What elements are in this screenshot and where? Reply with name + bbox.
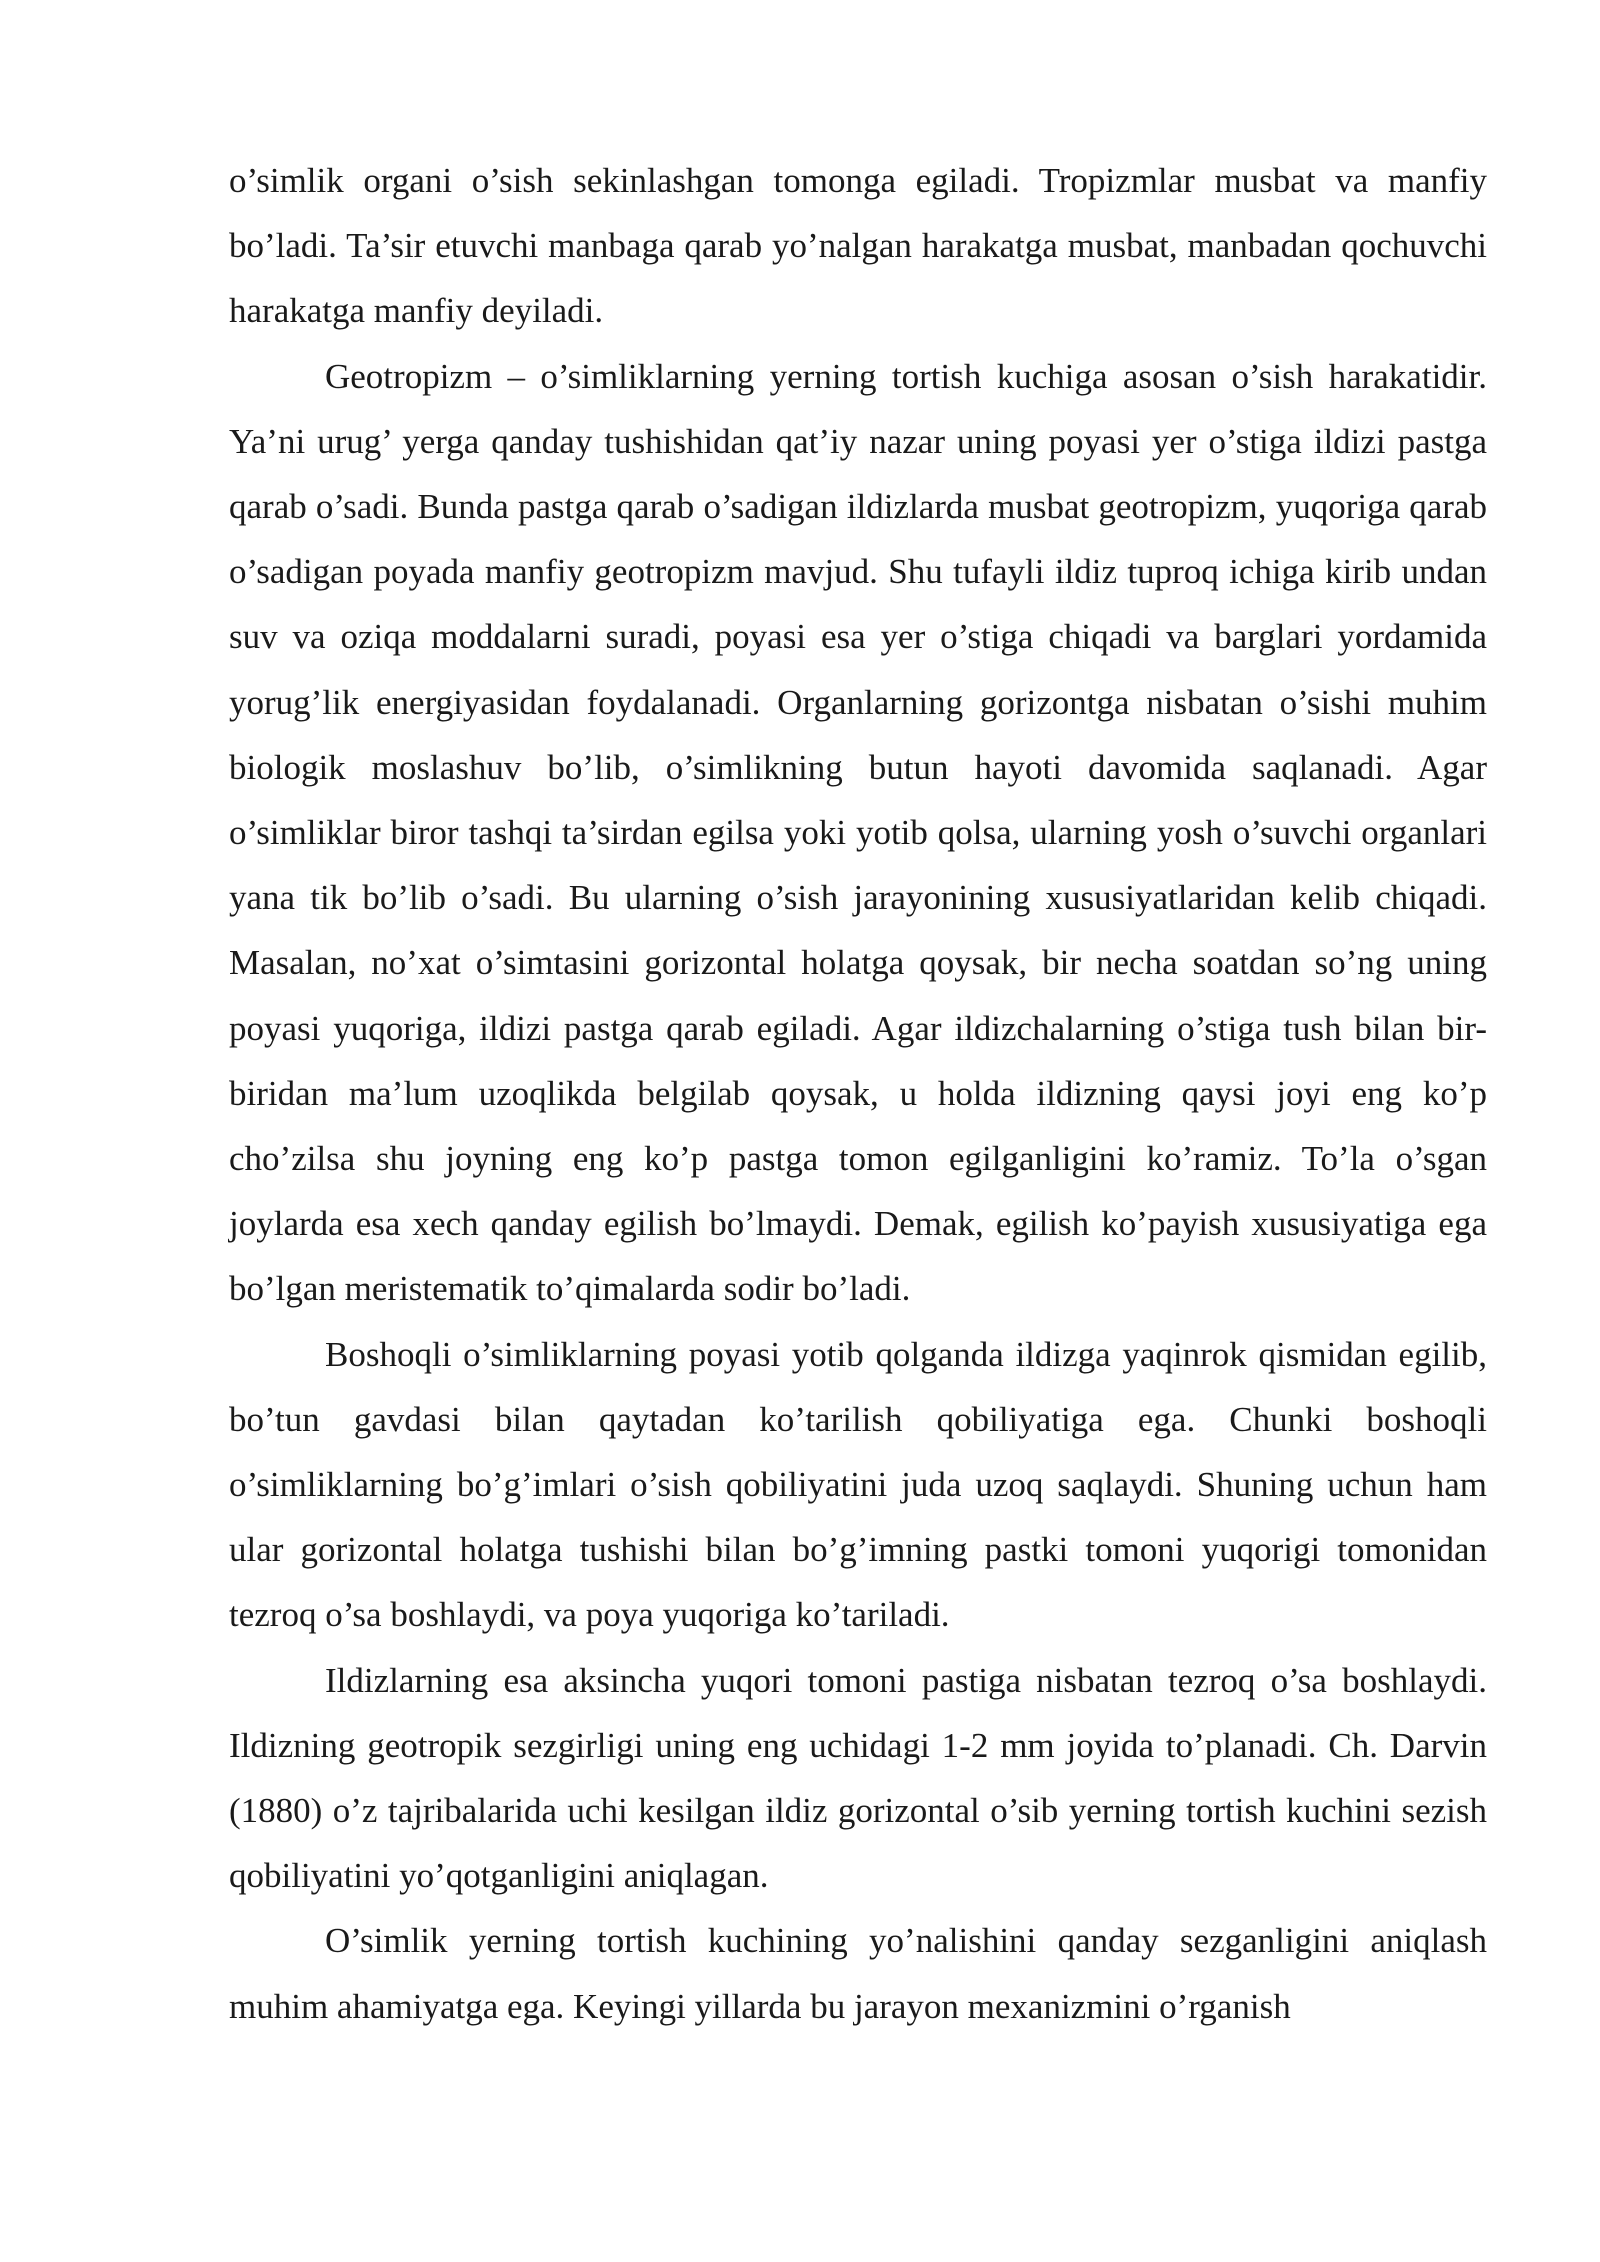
- paragraph-geotropism: Geotropizm – o’simliklarning yerning tortish kuchiga asosan o’sish harakatidir. Ya’ni urug’ yerga qanday tushishidan qat’iy nazar uning poyasi yer o’stiga ildizi pastga qarab o’sadi. Bunda pastga qarab o’sadigan ildizlarda musbat geotropizm, yuqoriga qarab o’sadigan poyada manfiy geotropizm mavjud. Shu tufayli ildiz tuproq ichiga kirib undan suv va oziqa moddalarni suradi, poyasi esa yer o’stiga chiqadi va barglari yordamida yorug’lik energiyasidan foydalanadi. Organlarning gorizontga nisbatan o’sishi muhim biologik moslashuv bo’lib, o’simlikning butun hayoti davomida saqlanadi. Agar o’simliklar biror tashqi ta’sirdan egilsa yoki yotib qolsa, ularning yosh o’suvchi organlari yana tik bo’lib o’sadi. Bu ularning o’sish jarayonining xususiyatlaridan kelib chiqadi. Masalan, no’xat o’simtasini gorizontal holatga qoysak, bir necha soatdan so’ng uning poyasi yuqoriga, ildizi pastga qarab egiladi. Agar ildizchalarning o’stiga tush bilan bir-biridan ma’lum uzoqlikda belgilab qoysak, u holda ildizning qaysi joyi eng ko’p cho’zilsa shu joyning eng ko’p pastga tomon egilganligini ko’ramiz. To’la o’sgan joylarda esa xech qanday egilish bo’lmaydi. Demak, egilish ko’payish xususiyatiga ega bo’lgan meristematik to’qimalarda sodir bo’ladi.: [229, 356, 1487, 1309]
- paragraph-cereal-stems: Boshoqli o’simliklarning poyasi yotib qolganda ildizga yaqinrok qismidan egilib, bo’tun gavdasi bilan qaytadan ko’tarilish qobiliyatiga ega. Chunki boshoqli o’simliklarning bo’g’imlari o’sish qobiliyatini juda uzoq saqlaydi. Shuning uchun ham ular gorizontal holatga tushishi bilan bo’g’imning pastki tomoni yuqorigi tomonidan tezroq o’sa boshlaydi, va poya yuqoriga ko’tariladi.: [229, 1334, 1487, 1635]
- body-text: [229, 148, 1487, 2039]
- paragraph-continued-tropism: o’simlik organi o’sish sekinlashgan tomonga egiladi. Tropizmlar musbat va manfiy bo’ladi. Ta’sir etuvchi manbaga qarab yo’nalgan harakatga musbat, manbadan qochuvchi harakatga manfiy deyiladi.: [229, 161, 1487, 331]
- paragraph-roots-darwin: Ildizlarning esa aksincha yuqori tomoni pastiga nisbatan tezroq o’sa boshlaydi. Ildizning geotropik sezgirligi uning eng uchidagi 1-2 mm joyida to’planadi. Ch. Darvin (1880) o’z tajribalarida uchi kesilgan ildiz gorizontal o’sib yerning tortish kuchini sezish qobiliyatini yo’qotganligini aniqlagan.: [229, 1660, 1487, 1896]
- paragraph-gravity-sensing: O’simlik yerning tortish kuchining yo’nalishini qanday sezganligini aniqlash muhim ahamiyatga ega. Keyingi yillarda bu jarayon mexanizmini o’rganish: [229, 1921, 1487, 2026]
